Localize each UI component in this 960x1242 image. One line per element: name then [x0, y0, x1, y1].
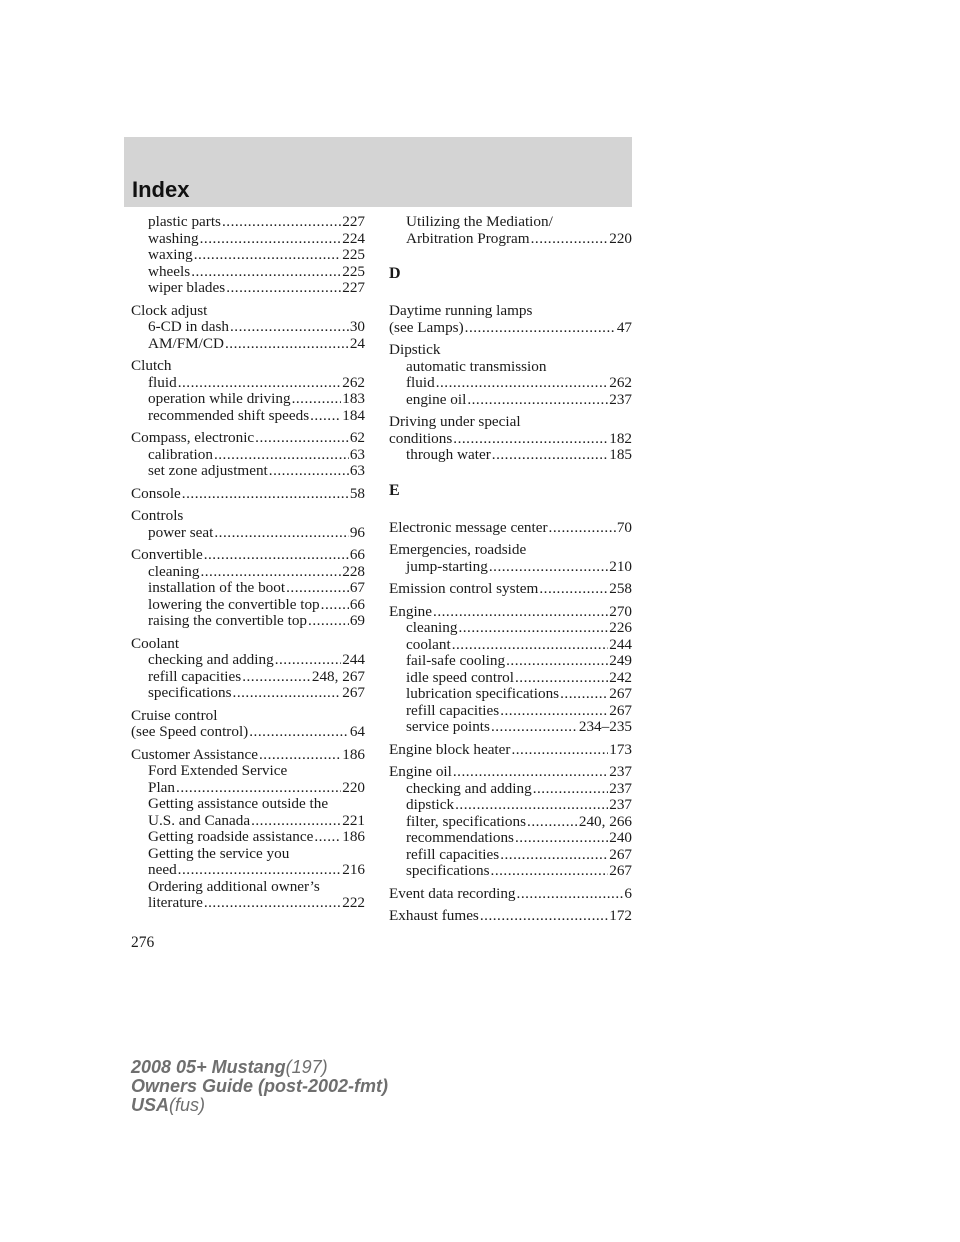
index-term: refill capacities: [148, 667, 242, 685]
index-page-ref: 248, 267: [311, 667, 365, 685]
index-term: plastic parts: [148, 213, 221, 230]
dot-leader: [225, 336, 349, 353]
index-page-ref: 237: [609, 763, 632, 780]
index-entry-line: [389, 908, 632, 925]
index-term: wheels: [148, 262, 191, 280]
index-term: Daytime running lamps: [389, 302, 533, 319]
index-term: AM/FM/CD: [148, 334, 224, 352]
index-term: calibration: [148, 445, 213, 463]
index-term: Dipstick: [389, 341, 441, 358]
index-term: raising the convertible top: [148, 612, 308, 629]
dot-leader: [182, 486, 349, 503]
index-term: wiper blades: [148, 279, 226, 296]
index-page-ref: 222: [342, 894, 365, 911]
dot-leader: [500, 847, 608, 864]
index-page-ref: 262: [342, 373, 365, 391]
index-page-ref: 64: [349, 723, 365, 740]
index-entry: [131, 303, 365, 353]
dot-leader: [531, 231, 609, 248]
dot-leader: [286, 580, 349, 597]
index-term: lubrication specifications: [406, 685, 560, 702]
index-page-ref: 210: [609, 557, 632, 575]
index-term: washing: [148, 229, 199, 247]
index-term: fluid: [148, 373, 177, 391]
index-page-ref: 244: [609, 635, 632, 653]
index-term: Convertible: [131, 546, 203, 563]
index-page-ref: 66: [349, 546, 365, 563]
index-term: Event data recording: [389, 884, 516, 902]
index-page-ref: 220: [609, 229, 632, 247]
index-entry-line: [389, 764, 632, 781]
index-page-ref: 242: [609, 668, 632, 686]
index-page-ref: 227: [342, 213, 365, 230]
index-entry: [389, 342, 632, 408]
index-page-ref: 47: [616, 318, 632, 336]
index-term: refill capacities: [406, 701, 500, 719]
header-band: [124, 137, 632, 207]
index-page-ref: 237: [609, 779, 632, 797]
index-term: checking and adding: [148, 651, 274, 668]
index-page-ref: 267: [609, 845, 632, 863]
index-page-ref: 96: [349, 523, 365, 541]
index-term: through water: [406, 446, 491, 463]
dot-leader: [226, 280, 341, 297]
dot-leader: [480, 908, 608, 925]
index-term: coolant: [406, 635, 451, 653]
index-term: recommended shift speeds: [148, 406, 310, 424]
index-term: dipstick: [406, 796, 455, 813]
index-term: service points: [406, 718, 490, 735]
index-subentry-line: [131, 580, 365, 597]
index-subentry-line: [389, 830, 632, 847]
page-title: Index: [132, 177, 190, 202]
index-term: set zone adjustment: [148, 462, 268, 479]
index-term: jump-starting: [406, 557, 488, 575]
index-page-ref: 62: [349, 429, 365, 446]
index-page-ref: 240, 266: [578, 812, 632, 830]
index-page-ref: 227: [342, 279, 365, 296]
dot-leader: [222, 214, 341, 231]
index-entry: [389, 604, 632, 736]
footer-model-code: (197): [285, 1057, 328, 1077]
index-subentry-line: [131, 463, 365, 480]
dot-leader: [515, 670, 608, 687]
dot-leader: [259, 747, 341, 764]
dot-leader: [527, 814, 578, 831]
dot-leader: [321, 597, 349, 614]
index-subentry-line: [131, 319, 365, 336]
index-subentry-line: [131, 336, 365, 353]
index-entry-line: [389, 581, 632, 598]
index-subentry-line: [389, 863, 632, 880]
index-term: engine oil: [406, 390, 467, 408]
index-entry-line: [389, 414, 632, 431]
dot-leader: [467, 392, 608, 409]
index-term: Electronic message center: [389, 518, 548, 536]
index-term: specifications: [148, 684, 232, 701]
dot-leader: [251, 813, 341, 830]
index-entry-line: [389, 886, 632, 903]
dot-leader: [453, 431, 608, 448]
page-number: 276: [131, 934, 155, 951]
dot-leader: [452, 637, 609, 654]
dot-leader: [458, 620, 608, 637]
dot-leader: [436, 375, 609, 392]
index-subentry-line: [389, 703, 632, 720]
index-term: Emergencies, roadside: [389, 541, 527, 558]
index-entry-line: [131, 358, 365, 375]
index-page-ref: 267: [609, 685, 632, 702]
index-entry-line: [389, 431, 632, 448]
index-page-ref: 267: [609, 862, 632, 879]
index-subentry-line: [131, 375, 365, 392]
index-subentry-line: [131, 796, 365, 813]
index-subentry-line: [131, 447, 365, 464]
footer-line-1: [131, 1058, 388, 1077]
index-term: (see Lamps): [389, 318, 464, 336]
index-entry: [131, 358, 365, 424]
dot-leader: [491, 719, 578, 736]
index-term: Compass, electronic: [131, 429, 255, 446]
footer-market: USA: [131, 1095, 170, 1115]
index-entry: [131, 508, 365, 541]
dot-leader: [539, 581, 608, 598]
index-entry-line: [131, 747, 365, 764]
dot-leader: [204, 895, 341, 912]
index-page-ref: 226: [609, 619, 632, 636]
index-subentry-line: [389, 231, 632, 248]
index-subentry-line: [389, 214, 632, 231]
index-page-ref: 270: [609, 602, 632, 620]
index-term: Getting assistance outside the: [148, 795, 329, 812]
index-term: checking and adding: [406, 779, 532, 797]
index-entry: [389, 520, 632, 537]
index-page-ref: 63: [349, 462, 365, 479]
dot-leader: [455, 797, 608, 814]
dot-leader: [492, 447, 608, 464]
index-subentry-line: [389, 797, 632, 814]
dot-leader: [453, 764, 608, 781]
index-term: waxing: [148, 246, 193, 263]
index-page-ref: 186: [342, 828, 365, 845]
index-subentry-line: [131, 247, 365, 264]
index-term: Cruise control: [131, 706, 218, 724]
index-entry-line: [389, 520, 632, 537]
index-entry: [389, 886, 632, 903]
index-term: Emission control system: [389, 580, 539, 597]
index-entry: [389, 303, 632, 336]
document-footer: [131, 1058, 388, 1115]
index-entry-line: [131, 486, 365, 503]
index-subentry-line: [389, 637, 632, 654]
dot-leader: [200, 231, 342, 248]
index-term: literature: [148, 894, 203, 911]
dot-leader: [230, 319, 349, 336]
index-subentry-line: [389, 359, 632, 376]
index-subentry-line: [131, 613, 365, 630]
index-subentry-line: [131, 597, 365, 614]
section-letter: D: [389, 265, 401, 282]
index-term: Engine block heater: [389, 740, 511, 758]
index-subentry-line: [131, 408, 365, 425]
dot-leader: [194, 247, 342, 264]
index-term: refill capacities: [406, 845, 500, 863]
index-entry: [389, 908, 632, 925]
index-subentry-line: [131, 829, 365, 846]
index-page-ref: 184: [342, 406, 365, 424]
index-term: conditions: [389, 429, 453, 447]
dot-leader: [500, 703, 608, 720]
dot-leader: [214, 525, 348, 542]
index-entry: [389, 764, 632, 880]
index-entry: [389, 542, 632, 575]
index-subentry-line: [131, 564, 365, 581]
index-entry-line: [389, 542, 632, 559]
index-page-ref: 6: [624, 884, 632, 902]
dot-leader: [191, 264, 341, 281]
index-subentry-line: [131, 846, 365, 863]
dot-leader: [549, 520, 616, 537]
index-term: filter, specifications: [406, 812, 527, 830]
index-term: power seat: [148, 523, 214, 541]
index-subentry-line: [389, 686, 632, 703]
index-page-ref: 182: [609, 429, 632, 447]
index-term: Getting roadside assistance: [148, 828, 314, 845]
index-subentry-line: [131, 391, 365, 408]
index-subentry-line: [131, 525, 365, 542]
index-page-ref: 258: [609, 580, 632, 597]
index-subentry-line: [131, 813, 365, 830]
index-subentry-line: [131, 264, 365, 281]
dot-leader: [200, 564, 341, 581]
index-page-ref: 225: [342, 246, 365, 263]
index-subentry-line: [131, 669, 365, 686]
index-subentry-line: [389, 719, 632, 736]
index-page-ref: 183: [342, 390, 365, 407]
index-term: Console: [131, 484, 181, 502]
dot-leader: [269, 463, 349, 480]
section-letter: E: [389, 481, 400, 499]
index-term: Customer Assistance: [131, 745, 258, 763]
index-page-ref: 58: [349, 484, 365, 502]
dot-leader: [314, 829, 341, 846]
index-subentry-line: [389, 653, 632, 670]
index-entry: [131, 214, 365, 297]
index-subentry-line: [131, 763, 365, 780]
index-page-ref: 249: [609, 652, 632, 669]
dot-leader: [515, 830, 608, 847]
index-term: cleaning: [406, 619, 458, 636]
index-entry: [131, 636, 365, 702]
index-page-ref: 221: [342, 811, 365, 829]
index-term: lowering the convertible top: [148, 595, 320, 613]
index-term: specifications: [406, 862, 490, 879]
dot-leader: [517, 886, 624, 903]
index-page-ref: 24: [349, 334, 365, 352]
footer-market-code: (fus): [169, 1095, 206, 1115]
index-page-ref: 240: [609, 829, 632, 846]
dot-leader: [178, 862, 342, 879]
index-entry: [389, 214, 632, 247]
index-entry-line: [389, 320, 632, 337]
dot-leader: [255, 430, 349, 447]
index-page-ref: 185: [609, 446, 632, 463]
index-entry: [131, 747, 365, 912]
index-entry-line: [389, 342, 632, 359]
index-term: Ordering additional owner’s: [148, 877, 320, 895]
index-subentry-line: [131, 685, 365, 702]
index-subentry-line: [131, 862, 365, 879]
index-term: Plan: [148, 778, 176, 796]
index-term: Controls: [131, 507, 184, 524]
index-entry: [131, 708, 365, 741]
dot-leader: [204, 547, 349, 564]
dot-leader: [249, 724, 349, 741]
index-term: Clutch: [131, 357, 172, 374]
index-term: Utilizing the Mediation/: [406, 213, 553, 230]
dot-leader: [491, 863, 609, 880]
index-entry-line: [131, 303, 365, 320]
index-term: automatic transmission: [406, 357, 547, 375]
index-entry-line: [389, 604, 632, 621]
index-term: need: [148, 861, 177, 878]
index-term: fail-safe cooling: [406, 652, 506, 669]
index-subentry-line: [389, 814, 632, 831]
dot-leader: [433, 604, 608, 621]
dot-leader: [511, 742, 608, 759]
index-page-ref: 237: [609, 796, 632, 813]
index-term: 6-CD in dash: [148, 318, 229, 335]
dot-leader: [308, 613, 349, 630]
dot-leader: [214, 447, 349, 464]
dot-leader: [465, 320, 616, 337]
index-entry: [389, 581, 632, 598]
index-subentry-line: [389, 375, 632, 392]
index-entry-line: [131, 708, 365, 725]
index-entry: [389, 414, 632, 464]
index-page-ref: 267: [342, 684, 365, 701]
index-subentry-line: [131, 652, 365, 669]
dot-leader: [233, 685, 342, 702]
footer-line-2: Owners Guide (post-2002-fmt): [131, 1076, 389, 1096]
index-entry-line: [389, 742, 632, 759]
index-subentry-line: [131, 780, 365, 797]
index-term: Getting the service you: [148, 844, 290, 862]
index-term: Driving under special: [389, 413, 521, 430]
index-entry-line: [389, 303, 632, 320]
index-subentry-line: [389, 670, 632, 687]
index-page-ref: 66: [349, 595, 365, 613]
index-entry: [131, 547, 365, 630]
index-subentry-line: [389, 447, 632, 464]
index-entry: [389, 742, 632, 759]
index-column-right: [389, 214, 632, 931]
index-page-ref: 216: [342, 861, 365, 878]
index-term: Clock adjust: [131, 301, 208, 319]
index-term: Coolant: [131, 634, 180, 652]
footer-model: 2008 05+ Mustang: [131, 1057, 286, 1077]
index-subentry-line: [131, 231, 365, 248]
dot-leader: [178, 375, 342, 392]
index-term: U.S. and Canada: [148, 811, 251, 829]
index-entry-line: [131, 547, 365, 564]
index-entry: [131, 486, 365, 503]
index-term: installation of the boot: [148, 579, 286, 596]
index-page-ref: 30: [349, 318, 365, 335]
index-page-ref: 237: [609, 390, 632, 408]
index-subentry-line: [131, 895, 365, 912]
index-subentry-line: [131, 280, 365, 297]
index-entry-line: [131, 430, 365, 447]
index-term: (see Speed control): [131, 723, 249, 740]
index-term: recommendations: [406, 829, 514, 846]
footer-line-3: [131, 1096, 388, 1115]
index-term: Engine oil: [389, 763, 452, 780]
index-page-ref: 244: [342, 651, 365, 668]
index-term: cleaning: [148, 562, 200, 580]
index-subentry-line: [389, 781, 632, 798]
index-entry-line: [131, 724, 365, 741]
index-term: Ford Extended Service: [148, 762, 288, 779]
dot-leader: [310, 408, 341, 425]
dot-leader: [533, 781, 609, 798]
index-term: Arbitration Program: [406, 229, 530, 247]
index-page-ref: 70: [616, 518, 632, 536]
index-entry-line: [131, 636, 365, 653]
dot-leader: [489, 559, 608, 576]
index-subentry-line: [131, 879, 365, 896]
index-page-ref: 225: [342, 262, 365, 280]
dot-leader: [275, 652, 342, 669]
index-subentry-line: [389, 392, 632, 409]
dot-leader: [176, 780, 341, 797]
index-term: idle speed control: [406, 668, 514, 686]
index-term: fluid: [406, 374, 435, 391]
index-term: Exhaust fumes: [389, 907, 479, 924]
index-page-ref: 63: [349, 445, 365, 463]
index-entry-line: [131, 508, 365, 525]
index-term: operation while driving: [148, 390, 291, 407]
index-page-ref: 67: [349, 579, 365, 596]
index-page-ref: 267: [609, 701, 632, 719]
index-subentry-line: [389, 847, 632, 864]
dot-leader: [506, 653, 608, 670]
index-subentry-line: [389, 620, 632, 637]
index-page-ref: 262: [609, 374, 632, 391]
index-term: Engine: [389, 602, 433, 620]
dot-leader: [560, 686, 608, 703]
index-page-ref: 234–235: [578, 718, 632, 735]
index-page-ref: 69: [349, 612, 365, 629]
index-subentry-line: [131, 214, 365, 231]
index-page-ref: 228: [342, 562, 365, 580]
index-page-ref: 172: [609, 907, 632, 924]
index-entry: [131, 430, 365, 480]
index-page-ref: 173: [609, 740, 632, 758]
index-subentry-line: [389, 559, 632, 576]
dot-leader: [242, 669, 311, 686]
dot-leader: [292, 391, 342, 408]
index-page-ref: 186: [342, 745, 365, 763]
index-page-ref: 220: [342, 778, 365, 796]
index-page-ref: 224: [342, 229, 365, 247]
index-column-left: [131, 214, 365, 918]
